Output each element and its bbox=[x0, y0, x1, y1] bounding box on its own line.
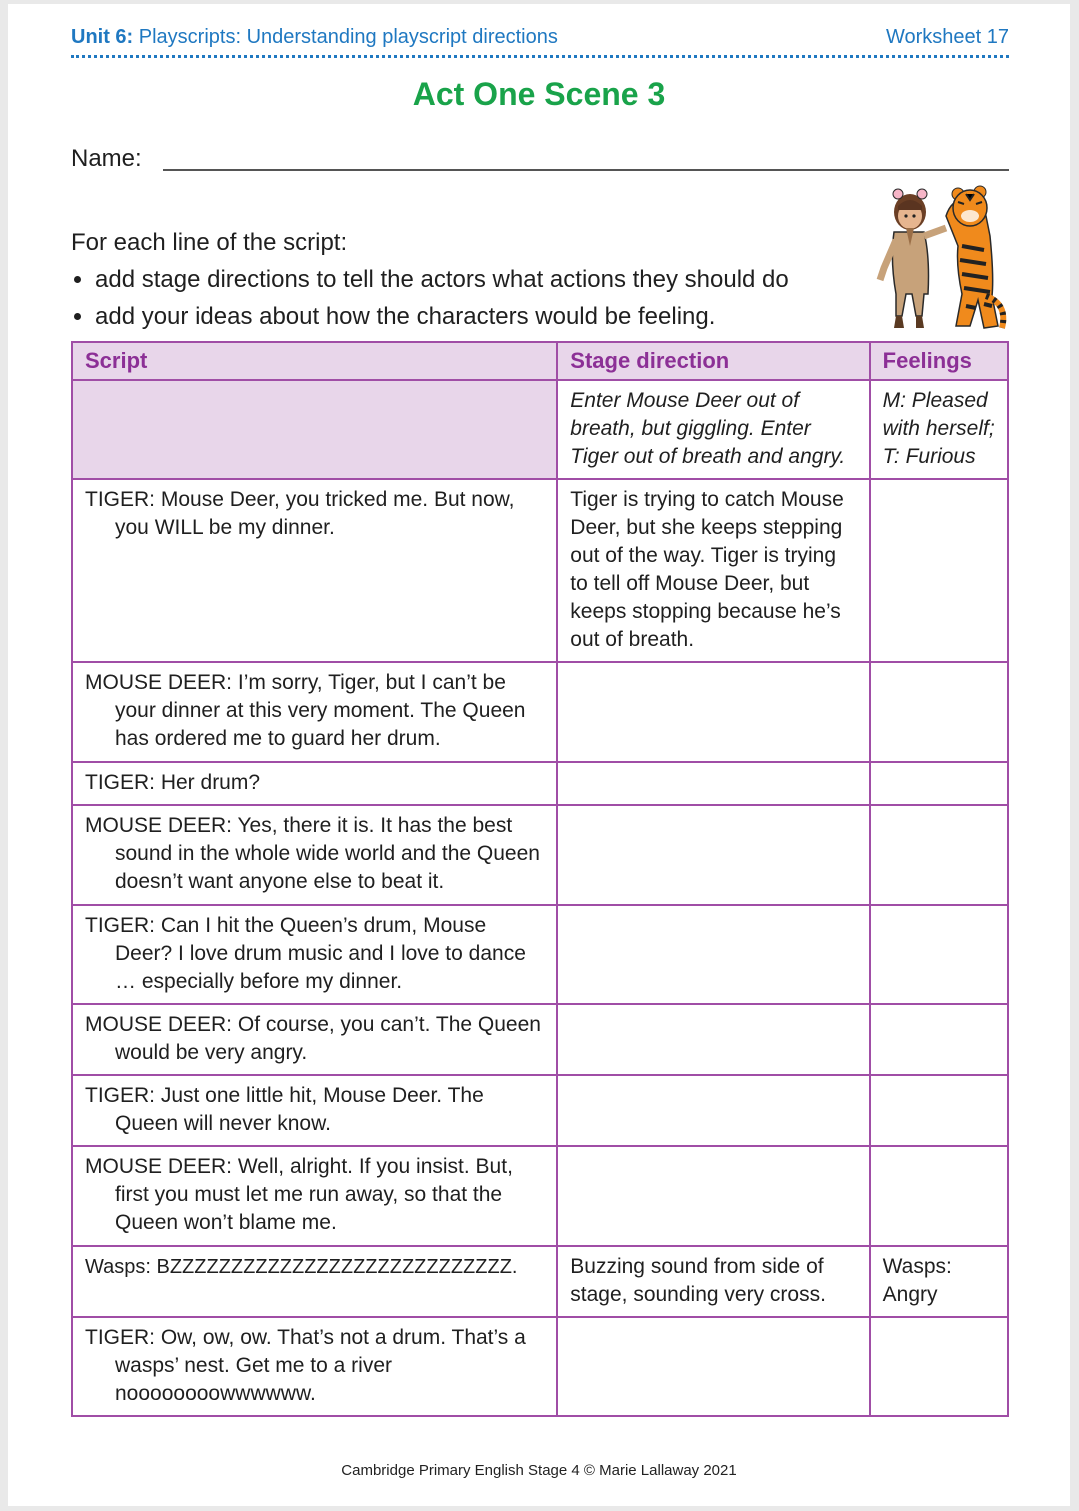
script-line: MOUSE DEER: Well, alright. If you insist. But, first you must let me run away, so that the Queen won’t blame me. bbox=[85, 1155, 513, 1234]
table-row bbox=[72, 905, 1008, 1004]
mouse-deer-figure bbox=[880, 189, 946, 328]
stage-direction-cell[interactable]: Enter Mouse Deer out of breath, but giggling. Enter Tiger out of breath and angry. bbox=[557, 380, 869, 479]
script-line: TIGER: Mouse Deer, you tricked me. But now, you WILL be my dinner. bbox=[85, 488, 515, 539]
script-line: TIGER: Her drum? bbox=[85, 771, 261, 794]
stage-direction-cell[interactable] bbox=[557, 1146, 869, 1246]
script-cell bbox=[72, 805, 557, 905]
script-line: MOUSE DEER: I’m sorry, Tiger, but I can’t be your dinner at this very moment. The Queen has ordered me to guard her drum. bbox=[85, 671, 526, 750]
dotted-divider bbox=[71, 55, 1009, 58]
instructions bbox=[71, 224, 789, 335]
script-cell bbox=[72, 1004, 557, 1075]
script-cell bbox=[72, 1075, 557, 1146]
feelings-cell[interactable]: M: Pleased with herself; T: Furious bbox=[870, 380, 1008, 479]
table-row bbox=[72, 1317, 1008, 1416]
feelings-cell[interactable] bbox=[870, 905, 1008, 1004]
script-line: TIGER: Can I hit the Queen’s drum, Mouse Deer? I love drum music and I love to dance … especially before my dinner. bbox=[85, 914, 526, 993]
feelings-cell[interactable] bbox=[870, 662, 1008, 762]
stage-direction-cell[interactable] bbox=[557, 805, 869, 905]
script-cell bbox=[72, 1246, 557, 1317]
stage-direction-cell[interactable] bbox=[557, 1004, 869, 1075]
table-row bbox=[72, 1246, 1008, 1317]
worksheet-number: Worksheet 17 bbox=[885, 26, 1009, 48]
feelings-cell[interactable] bbox=[870, 1075, 1008, 1146]
script-line: TIGER: Ow, ow, ow. That’s not a drum. That’s a wasps’ nest. Get me to a river noooooooowwwwww. bbox=[85, 1326, 526, 1405]
instruction-bullet: • add stage directions to tell the actors what actions they should do bbox=[95, 261, 789, 298]
feelings-cell[interactable] bbox=[870, 1146, 1008, 1246]
unit-title: Unit 6: Playscripts: Understanding playscript directions bbox=[71, 26, 558, 48]
stage-direction-cell[interactable] bbox=[557, 762, 869, 805]
stage-direction-cell[interactable]: Buzzing sound from side of stage, sounding very cross. bbox=[557, 1246, 869, 1317]
name-write-line[interactable] bbox=[163, 169, 1009, 171]
feelings-cell[interactable] bbox=[870, 1317, 1008, 1416]
stage-direction-cell[interactable] bbox=[557, 662, 869, 762]
script-cell bbox=[72, 479, 557, 662]
table-row bbox=[72, 805, 1008, 905]
table-row bbox=[72, 662, 1008, 762]
script-cell bbox=[72, 905, 557, 1004]
column-header-feelings: Feelings bbox=[870, 342, 1008, 380]
instructions-list bbox=[71, 261, 789, 335]
copyright-footer: Cambridge Primary English Stage 4 © Marie Lallaway 2021 bbox=[341, 1462, 737, 1479]
stage-direction-cell[interactable] bbox=[557, 1075, 869, 1146]
table-row bbox=[72, 762, 1008, 805]
column-header-stage-direction: Stage direction bbox=[557, 342, 869, 380]
table-row bbox=[72, 479, 1008, 662]
instruction-bullet: • add your ideas about how the characters would be feeling. bbox=[95, 298, 789, 335]
table-row bbox=[72, 380, 1008, 479]
instructions-intro: For each line of the script: bbox=[71, 229, 348, 256]
table-row bbox=[72, 1146, 1008, 1246]
script-line: MOUSE DEER: Yes, there it is. It has the best sound in the whole wide world and the Queen doesn’t want anyone else to beat it. bbox=[85, 814, 540, 893]
column-header-script: Script bbox=[72, 342, 557, 380]
worksheet-header bbox=[71, 26, 1009, 50]
script-line: MOUSE DEER: Of course, you can’t. The Queen would be very angry. bbox=[85, 1013, 541, 1064]
script-line: TIGER: Just one little hit, Mouse Deer. The Queen will never know. bbox=[85, 1084, 484, 1135]
worksheet-page bbox=[8, 4, 1070, 1506]
stage-direction-cell[interactable] bbox=[557, 905, 869, 1004]
feelings-cell[interactable] bbox=[870, 805, 1008, 905]
script-table bbox=[71, 341, 1009, 1417]
feelings-cell[interactable] bbox=[870, 479, 1008, 662]
table-row bbox=[72, 1004, 1008, 1075]
script-cell bbox=[72, 762, 557, 805]
tiger-figure bbox=[946, 186, 1003, 328]
feelings-cell[interactable] bbox=[870, 1004, 1008, 1075]
script-line: Wasps: BZZZZZZZZZZZZZZZZZZZZZZZZZZZZ. bbox=[85, 1256, 518, 1278]
script-cell bbox=[72, 1146, 557, 1246]
script-cell bbox=[72, 662, 557, 762]
script-cell bbox=[72, 1317, 557, 1416]
stage-direction-cell[interactable] bbox=[557, 1317, 869, 1416]
feelings-cell[interactable] bbox=[870, 762, 1008, 805]
script-cell bbox=[72, 380, 557, 479]
feelings-cell[interactable]: Wasps: Angry bbox=[870, 1246, 1008, 1317]
table-header-row bbox=[72, 342, 1008, 380]
page-title: Act One Scene 3 bbox=[412, 76, 666, 112]
name-label: Name: bbox=[71, 145, 142, 172]
stage-direction-cell[interactable]: Tiger is trying to catch Mouse Deer, but she keeps stepping out of the way. Tiger is trying to tell off Mouse Deer, but keeps stopping because he’s out of breath. bbox=[557, 479, 869, 662]
mouse-deer-and-tiger-illustration bbox=[866, 176, 1016, 336]
table-row bbox=[72, 1075, 1008, 1146]
